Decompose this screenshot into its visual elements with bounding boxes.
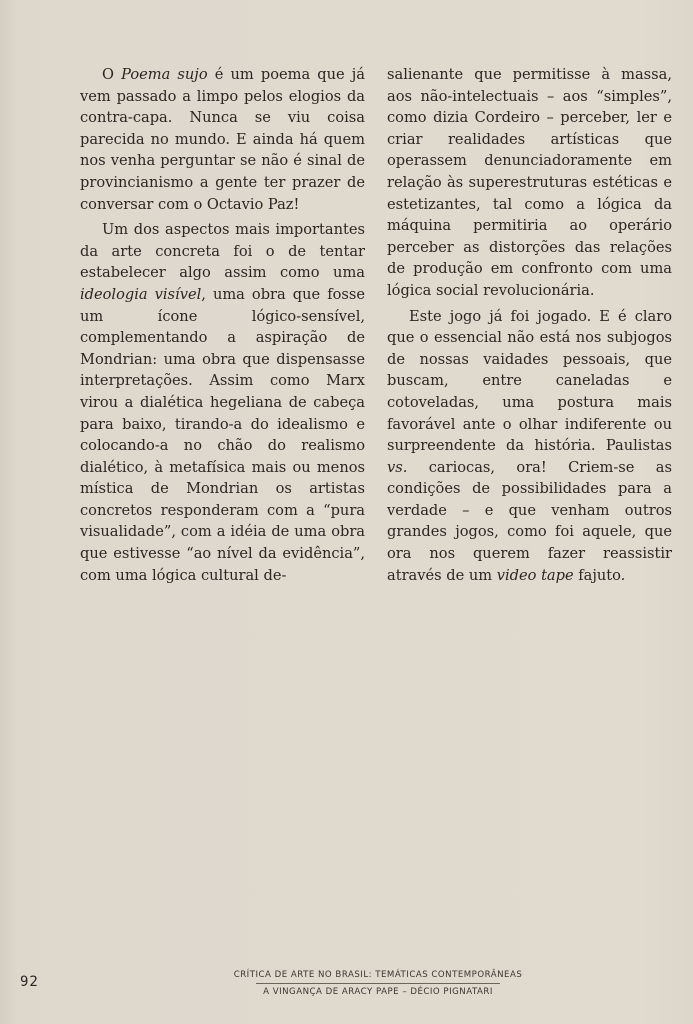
text-run: fajuto. (573, 566, 626, 584)
text-run: é um poema que já vem passado a limpo pelos elogios da contra-capa. Nunca se viu coisa parecida no mundo. E ainda há quem nos venha perguntar se não é sinal de provincianismo a gente ter prazer de conversar com o Octavio Paz! (80, 66, 365, 213)
book-title: CRÍTICA DE ARTE NO BRASIL: TEMÁTICAS CONTEMPORÂNEAS (233, 970, 523, 980)
text-run: Um dos aspectos mais importantes da arte concreta foi o de tentar estabelecer algo assim como uma (80, 221, 365, 282)
running-footer (230, 970, 526, 997)
paragraph (387, 306, 672, 587)
text-run: cariocas, ora! Criem-se as condições de possibilidades para a verdade – e que venham outros grandes jogos, como foi aquele, que ora nos querem fazer reassistir através de um (387, 458, 672, 584)
right-column (387, 64, 672, 586)
footer-rule (256, 983, 500, 984)
chapter-title: A VINGANÇA DE ARACY PAPE – DÉCIO PIGNATARI (263, 987, 493, 997)
text-run: Este jogo já foi jogado. E é claro que o essencial não está nos subjogos de nossas vaidades pessoais, que buscam, entre caneladas e cotoveladas, uma postura mais favorável ante o olhar indiferente ou surpreendente da história. Paulistas (387, 307, 672, 455)
left-column (80, 64, 365, 586)
paragraph: salienante que permitisse à massa, aos não-intelectuais – aos “simples”, como dizia Cordeiro – perceber, ler e criar realidades artísticas que operassem denunciadoramente em relação às superestruturas estéticas e estetizantes, tal como a lógica da máquina permitiria ao operário perceber as distorções das relações de produção em confronto com uma lógica social revolucionária. (387, 66, 672, 299)
paragraph (80, 219, 365, 586)
text-run: , uma obra que fosse um ícone lógico-sensível, complementando a aspiração de Mondrian: uma obra que dispensasse interpretações. Assim como Marx virou a dialética hegeliana de cabeça para baixo, tirando-a do idealismo e colocando-a no chão do realismo dialético, à metafísica mais ou menos mística de Mondrian os artistas concretos responderam com a “pura visualidade”, com a idéia de uma obra que estivesse “ao nível da evidência”, com uma lógica cultural de- (80, 285, 365, 584)
page-number: 92 (20, 974, 39, 990)
text-run: O (102, 66, 122, 83)
italic-term: ideologia visível (80, 285, 202, 303)
italic-term: vs. (387, 458, 408, 476)
italic-term: video tape (496, 566, 574, 584)
paragraph (80, 64, 365, 215)
italic-title: Poema sujo (121, 66, 208, 83)
